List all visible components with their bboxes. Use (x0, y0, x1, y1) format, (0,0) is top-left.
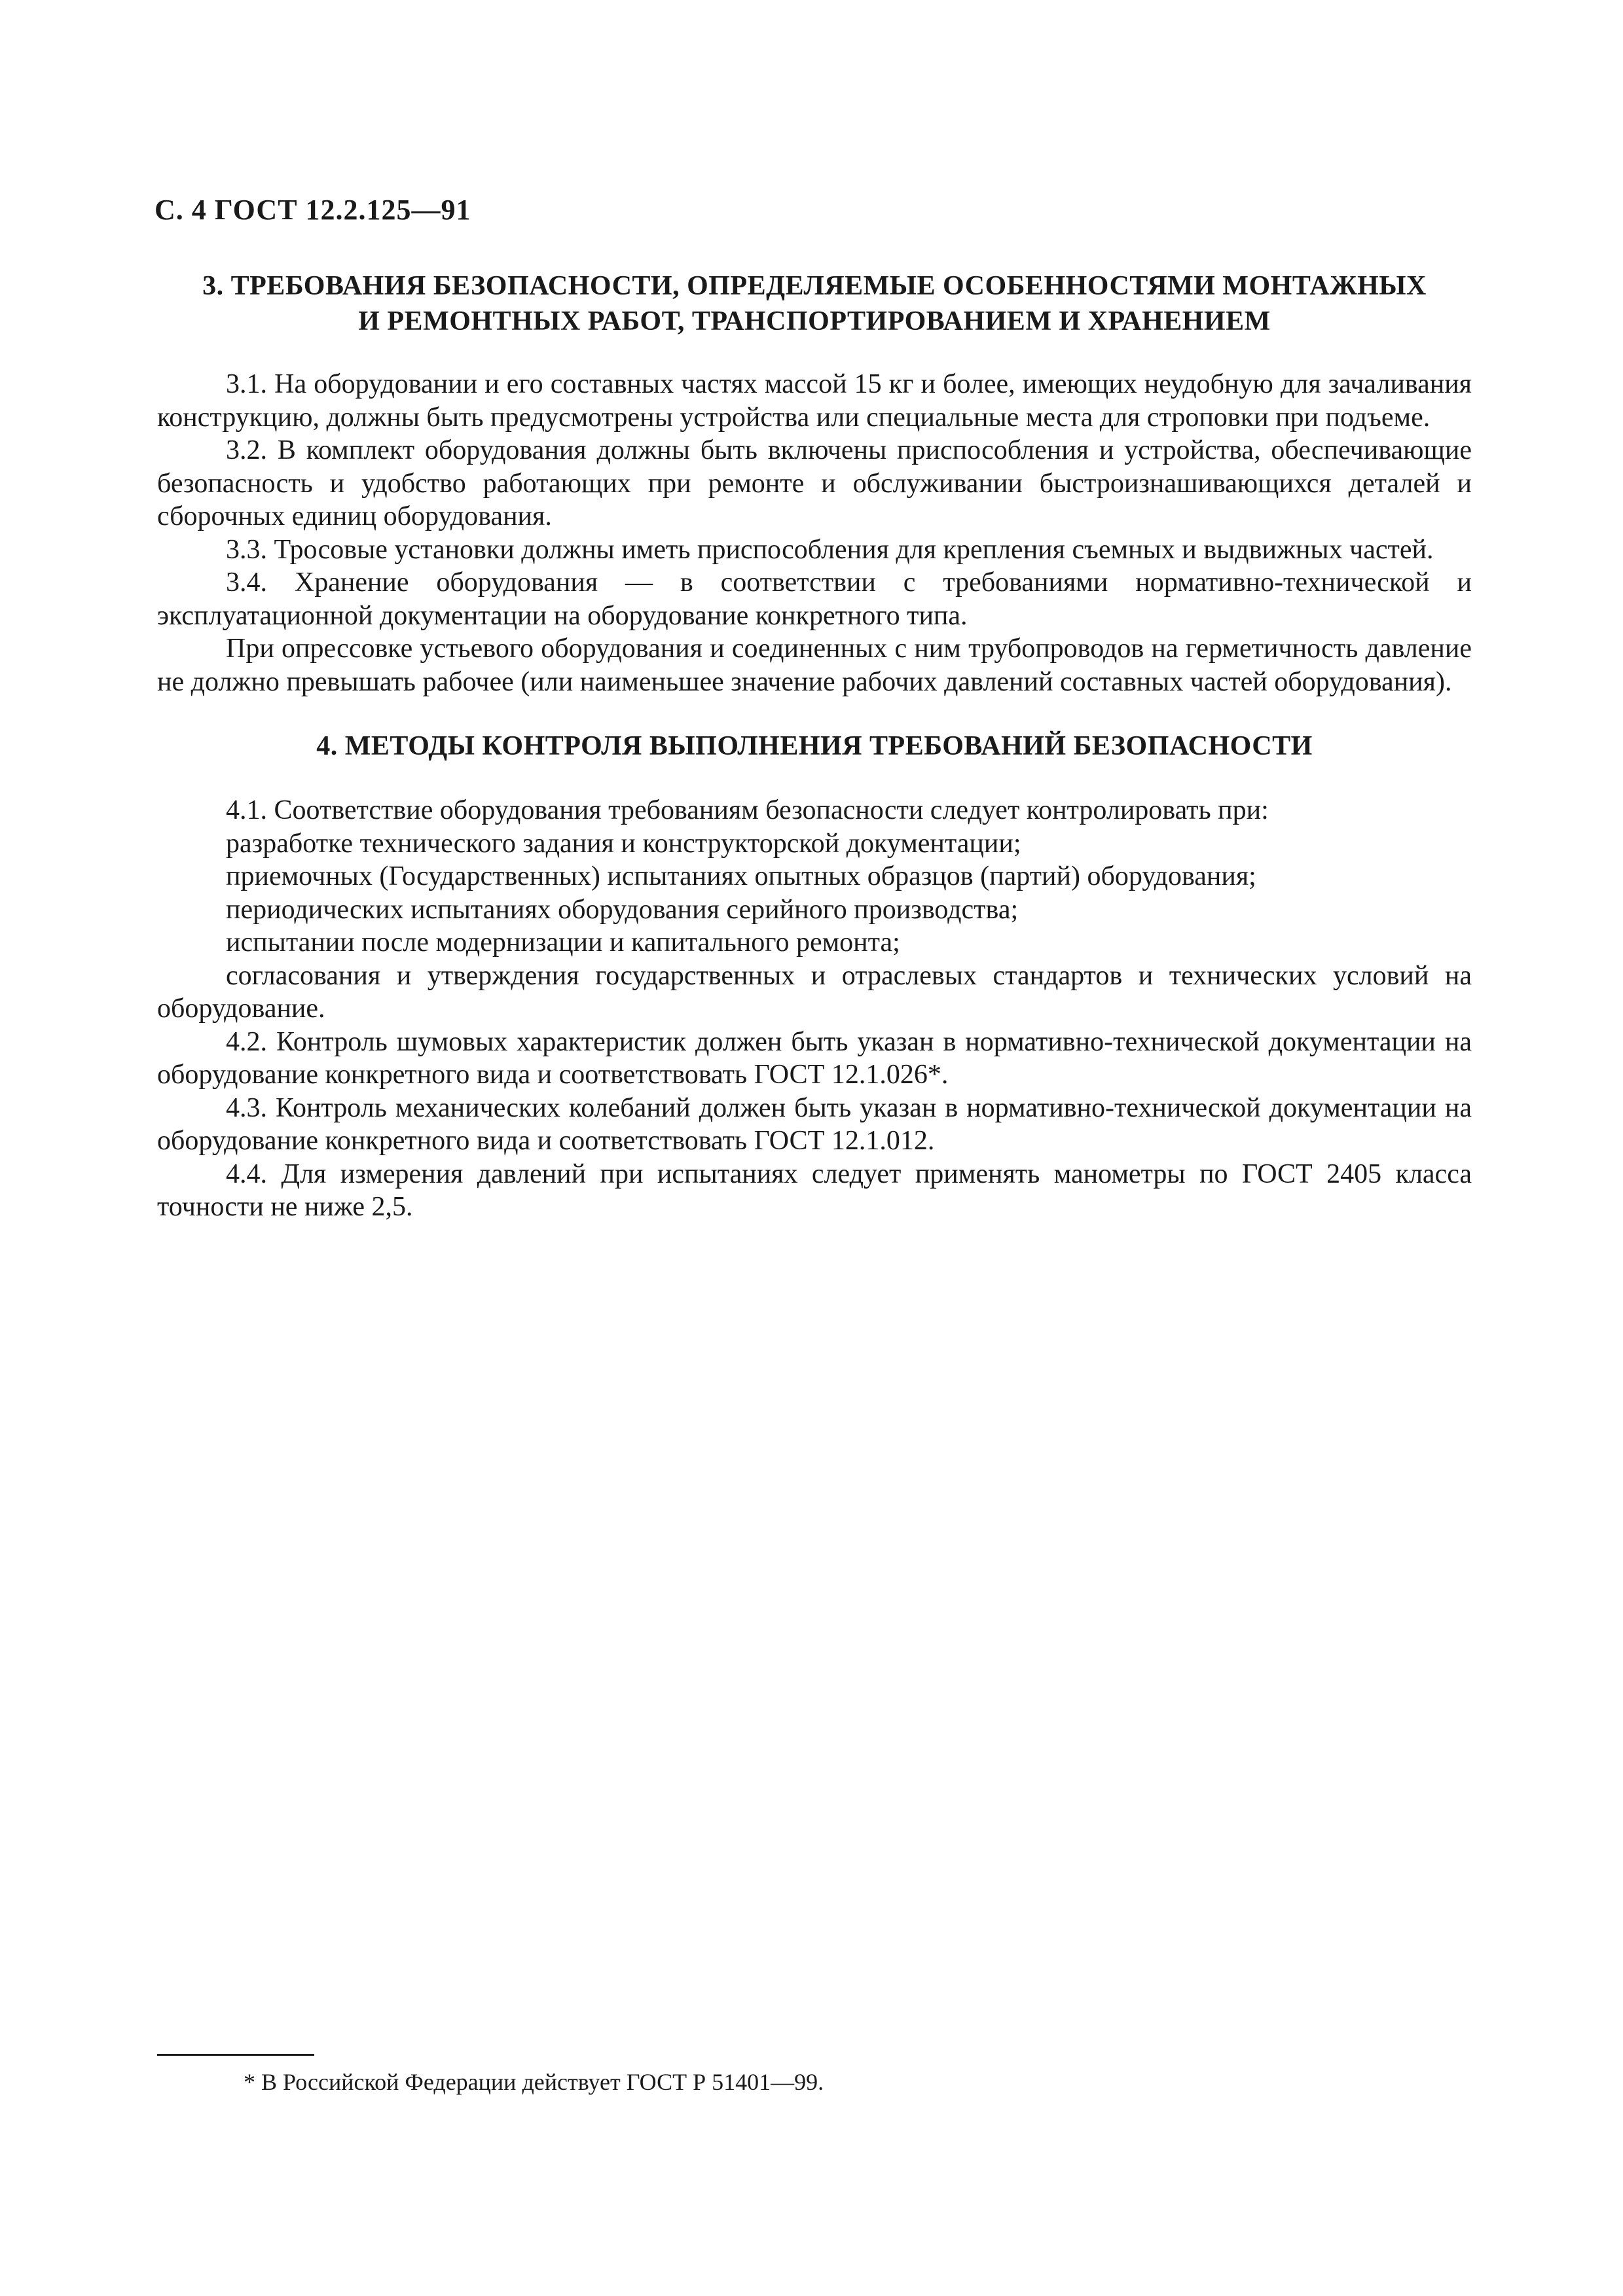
footnote: * В Российской Федерации действует ГОСТ Р 51401—99. (244, 2069, 824, 2095)
clause-3-4: 3.4. Хранение оборудования — в соответствии с требованиями нормативно-технической и эксплуатационной документации на оборудование конкретного типа. (157, 567, 1472, 631)
clause-3-1: 3.1. На оборудовании и его составных частях массой 15 кг и более, имеющих неудобную для зачаливания конструкцию, должны быть предусмотрены устройства или специальные места для строповки при подъеме. (157, 369, 1472, 433)
document-body (157, 268, 1472, 1224)
section-4-title: 4. МЕТОДЫ КОНТРОЛЯ ВЫПОЛНЕНИЯ ТРЕБОВАНИЙ БЕЗОПАСНОСТИ (316, 731, 1313, 761)
clause-4-1-list-item: приемочных (Государственных) испытаниях опытных образцов (партий) оборудования; (226, 861, 1256, 891)
footnote-divider (157, 2054, 314, 2056)
clause-3-3: 3.3. Тросовые установки должны иметь приспособления для крепления съемных и выдвижных частей. (226, 534, 1434, 565)
clause-4-1: 4.1. Соответствие оборудования требованиям безопасности следует контролировать при: (226, 795, 1269, 825)
clause-4-1-list-item: разработке технического задания и конструкторской документации; (226, 828, 1021, 859)
clause-4-1-list-item: периодических испытаниях оборудования серийного производства; (226, 894, 1019, 925)
section-3-title-line-1: 3. ТРЕБОВАНИЯ БЕЗОПАСНОСТИ, ОПРЕДЕЛЯЕМЫЕ ОСОБЕННОСТЯМИ МОНТАЖНЫХ (202, 271, 1427, 301)
clause-3-2: 3.2. В комплект оборудования должны быть включены приспособления и устройства, обеспечивающие безопасность и удобство работающих при ремонте и обслуживании быстроизнашивающихся деталей и сборочных единиц оборудования. (157, 435, 1472, 531)
clause-4-1-list-item-last: согласования и утверждения государственных и отраслевых стандартов и технических условий на оборудование. (157, 960, 1472, 1024)
clause-4-1-list-item: испытании после модернизации и капитального ремонта; (226, 927, 900, 958)
running-header: С. 4 ГОСТ 12.2.125—91 (155, 194, 471, 226)
section-3-title-line-2: И РЕМОНТНЫХ РАБОТ, ТРАНСПОРТИРОВАНИЕМ И ХРАНЕНИЕМ (358, 306, 1271, 336)
clause-4-3: 4.3. Контроль механических колебаний должен быть указан в нормативно-технической документации на оборудование конкретного вида и соответствовать ГОСТ 12.1.012. (157, 1092, 1472, 1156)
clause-4-4: 4.4. Для измерения давлений при испытаниях следует применять манометры по ГОСТ 2405 класса точности не ниже 2,5. (157, 1158, 1472, 1222)
section-3-title (157, 268, 1472, 339)
clause-3-4-pressure-note: При опрессовке устьевого оборудования и соединенных с ним трубопроводов на герметичность давление не должно превышать рабочее (или наименьшее значение рабочих давлений составных частей оборудования). (157, 634, 1472, 697)
clause-4-2: 4.2. Контроль шумовых характеристик должен быть указан в нормативно-технической документации на оборудование конкретного вида и соответствовать ГОСТ 12.1.026*. (157, 1026, 1472, 1090)
